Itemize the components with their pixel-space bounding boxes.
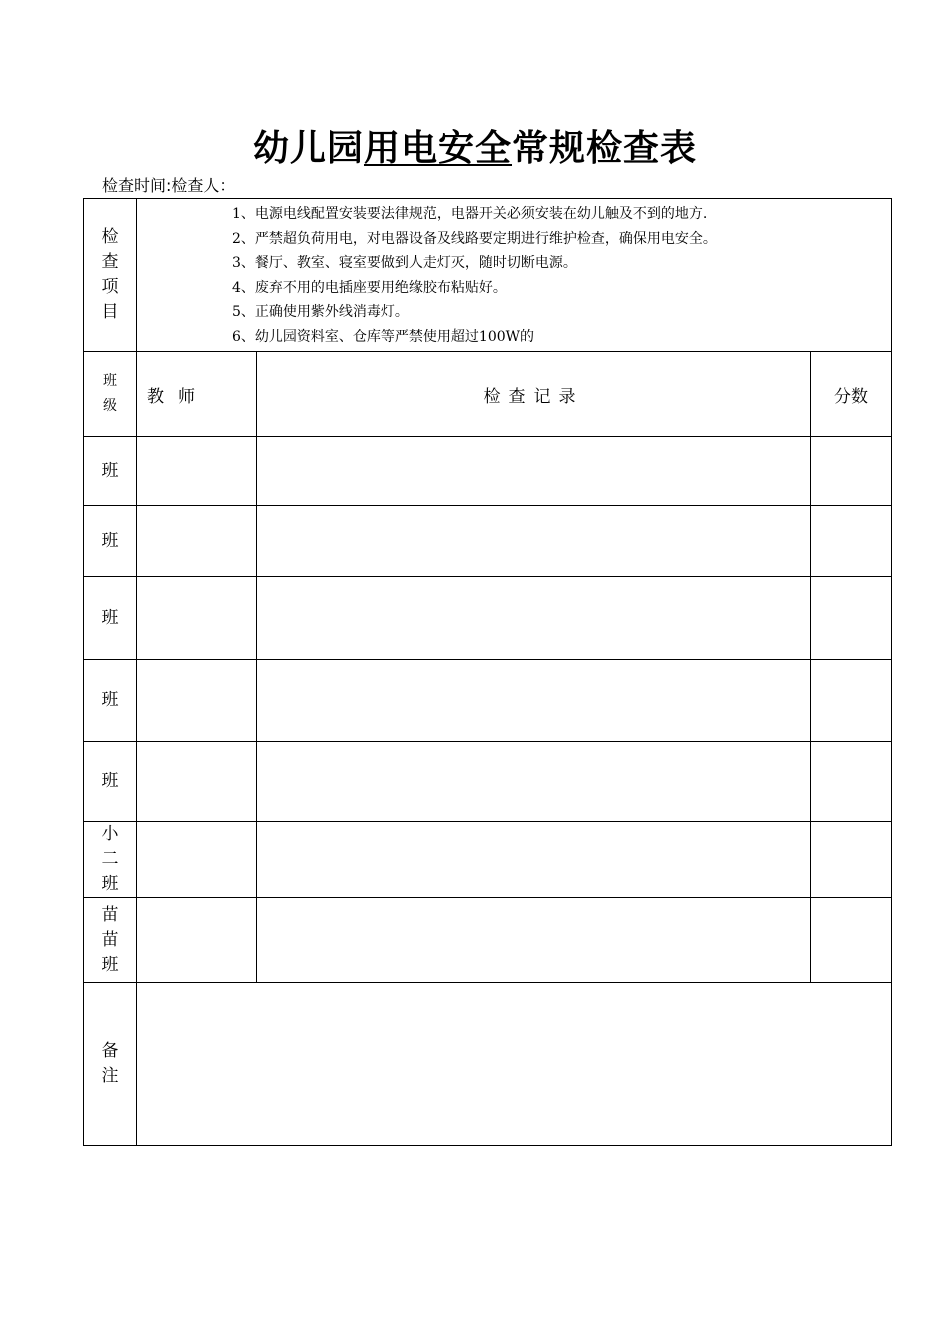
check-items-list xyxy=(137,199,892,352)
title-pre: 幼儿园 xyxy=(252,128,364,169)
score-cell[interactable] xyxy=(811,660,892,742)
teacher-cell[interactable] xyxy=(137,577,257,660)
teacher-cell[interactable] xyxy=(137,506,257,577)
record-cell[interactable] xyxy=(257,898,811,983)
inspection-meta-line: 检查时间:检查人： xyxy=(102,176,236,195)
check-item: 6、幼儿园资料室、仓库等严禁使用超过100W的 xyxy=(232,328,535,345)
row-class-label: 班 xyxy=(84,437,137,506)
score-cell[interactable] xyxy=(811,898,892,983)
check-item: 3、餐厅、教室、寝室要做到人走灯灭，随时切断电源。 xyxy=(232,255,577,271)
check-item: 1、电源电线配置安装要法律规范，电器开关必须安装在幼儿触及不到的地方. xyxy=(232,206,708,222)
record-cell[interactable] xyxy=(257,822,811,898)
record-cell[interactable] xyxy=(257,437,811,506)
remarks-row xyxy=(84,983,892,1146)
record-cell[interactable] xyxy=(257,577,811,660)
table-row xyxy=(84,660,892,742)
record-cell[interactable] xyxy=(257,660,811,742)
table-row xyxy=(84,437,892,506)
score-cell[interactable] xyxy=(811,577,892,660)
row-class-label-multiline: 小 二 班 xyxy=(84,822,137,898)
table-row xyxy=(84,898,892,983)
check-item: 5、正确使用紫外线消毒灯。 xyxy=(232,304,409,320)
header-score: 分数 xyxy=(811,352,892,437)
table-row xyxy=(84,577,892,660)
record-cell[interactable] xyxy=(257,506,811,577)
teacher-cell[interactable] xyxy=(137,660,257,742)
inspection-table xyxy=(83,198,892,1146)
remarks-cell[interactable] xyxy=(137,983,892,1146)
row-class-label-multiline: 苗 苗 班 xyxy=(84,898,137,983)
title-underlined: 用电安全 xyxy=(363,128,512,169)
teacher-cell[interactable] xyxy=(137,898,257,983)
check-item: 4、废弃不用的电插座要用绝缘胶布粘贴好。 xyxy=(232,279,507,296)
teacher-cell[interactable] xyxy=(137,437,257,506)
header-record: 检查记录 xyxy=(257,352,811,437)
teacher-cell[interactable] xyxy=(137,822,257,898)
page-title xyxy=(0,122,950,176)
teacher-cell[interactable] xyxy=(137,742,257,822)
row-class-label: 班 xyxy=(84,742,137,822)
score-cell[interactable] xyxy=(811,506,892,577)
header-class: 班 级 xyxy=(84,352,137,437)
row-class-label: 班 xyxy=(84,506,137,577)
table-header-row xyxy=(84,352,892,437)
table-row xyxy=(84,506,892,577)
table-row xyxy=(84,822,892,898)
header-teacher: 教师 xyxy=(137,352,257,437)
score-cell[interactable] xyxy=(811,742,892,822)
check-items-row xyxy=(84,199,892,352)
table-row xyxy=(84,742,892,822)
check-item: 2、严禁超负荷用电，对电器设备及线路要定期进行维护检查，确保用电安全。 xyxy=(232,230,717,247)
record-cell[interactable] xyxy=(257,742,811,822)
check-items-label: 检 查 项 目 xyxy=(84,199,137,352)
row-class-label: 班 xyxy=(84,577,137,660)
row-class-label: 班 xyxy=(84,660,137,742)
title-post: 常规检查表 xyxy=(512,128,698,169)
score-cell[interactable] xyxy=(811,822,892,898)
score-cell[interactable] xyxy=(811,437,892,506)
remarks-label: 备 注 xyxy=(84,983,137,1146)
